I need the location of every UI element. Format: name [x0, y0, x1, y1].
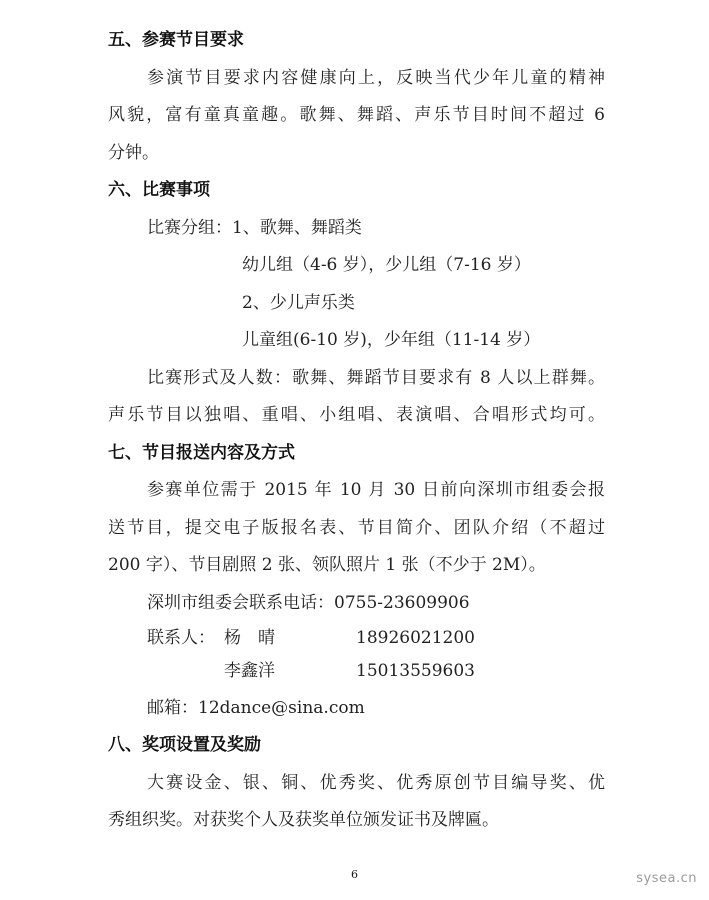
- section-5-heading: 五、参赛节目要求: [108, 30, 244, 50]
- group-category-2-ages: 儿童组(6-10 岁)，少年组（11-14 岁）: [242, 330, 541, 350]
- contact-phone-2: 15013559603: [356, 661, 475, 681]
- section-7-para-line-1: 参赛单位需于 2015 年 10 月 30 日前向深圳市组委会报: [147, 480, 605, 500]
- contact-prefix: 联系人：: [147, 628, 215, 648]
- contact-name-2: 李鑫洋: [224, 661, 275, 681]
- contact-phone-1: 18926021200: [356, 628, 475, 648]
- section-7-para-line-3: 200 字）、节目剧照 2 张、领队照片 1 张（不少于 2M）。: [108, 555, 546, 575]
- section-6-para-line-1: 比赛形式及人数：歌舞、舞蹈节目要求有 8 人以上群舞。: [147, 368, 605, 388]
- section-7-para-line-2: 送节目，提交电子版报名表、节目简介、团队介绍（不超过: [108, 518, 605, 538]
- section-6-heading: 六、比赛事项: [108, 180, 210, 200]
- page-number: 6: [351, 868, 358, 881]
- committee-phone: 深圳市组委会联系电话：0755-23609906: [147, 593, 470, 613]
- section-7-heading: 七、节目报送内容及方式: [108, 443, 295, 463]
- section-5-para-line-2: 风貌，富有童真童趣。歌舞、舞蹈、声乐节目时间不超过 6: [108, 105, 605, 125]
- section-8-heading: 八、奖项设置及奖励: [108, 735, 261, 755]
- group-category-2: 2、少儿声乐类: [242, 293, 355, 313]
- section-8-para-line-2: 秀组织奖。对获奖个人及获奖单位颁发证书及牌匾。: [108, 810, 499, 830]
- group-category-1: 比赛分组：1、歌舞、舞蹈类: [147, 218, 362, 238]
- site-watermark: sysea.cn: [636, 871, 697, 886]
- section-6-para-line-2: 声乐节目以独唱、重唱、小组唱、表演唱、合唱形式均可。: [108, 405, 605, 425]
- contact-email: 邮箱：12dance@sina.com: [147, 698, 365, 718]
- group-category-1-ages: 幼儿组（4-6 岁），少儿组（7-16 岁）: [242, 255, 531, 275]
- contact-name-1: 杨 晴: [224, 628, 275, 648]
- section-8-para-line-1: 大赛设金、银、铜、优秀奖、优秀原创节目编导奖、优: [147, 773, 605, 793]
- section-5-para-line-1: 参演节目要求内容健康向上，反映当代少年儿童的精神: [147, 68, 605, 88]
- section-5-para-line-3: 分钟。: [108, 143, 159, 163]
